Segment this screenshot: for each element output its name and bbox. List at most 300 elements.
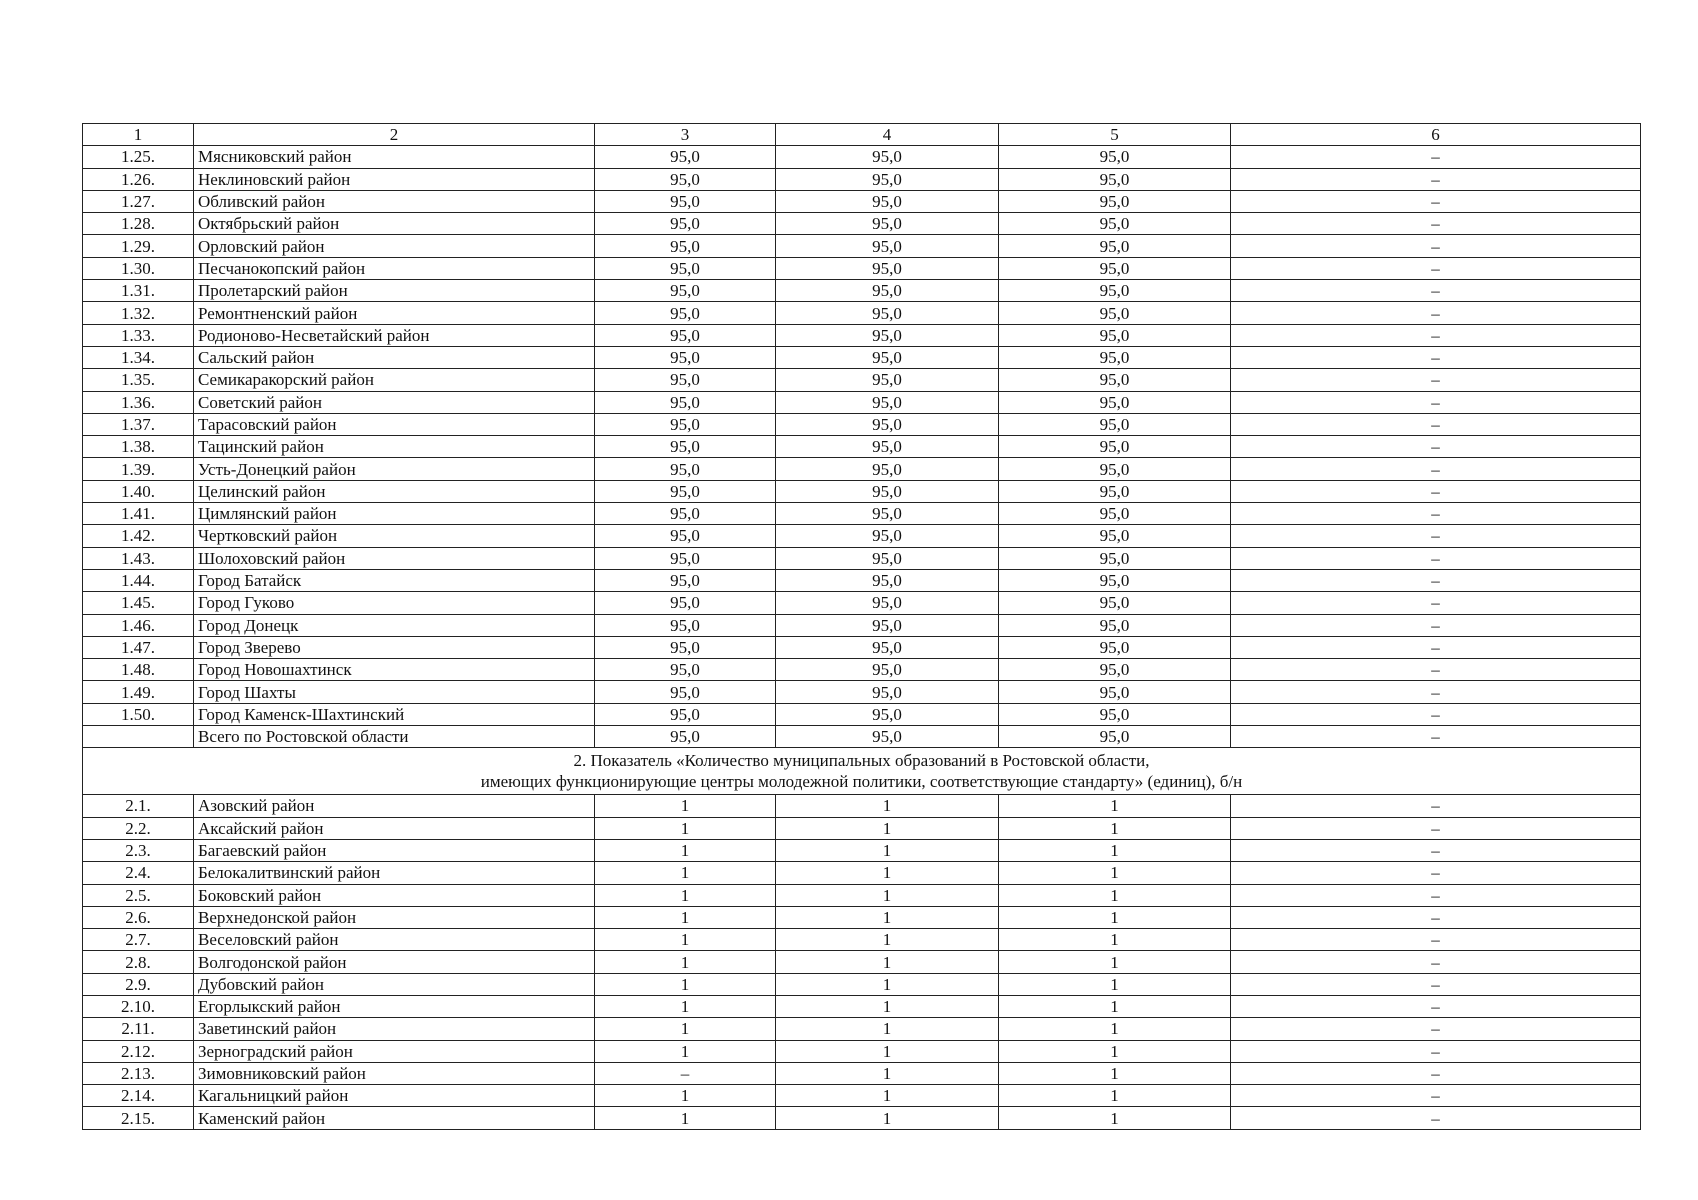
row-name-cell: Шолоховский район — [194, 547, 595, 569]
row-number-cell — [83, 726, 194, 748]
col3-value-cell: 95,0 — [595, 480, 776, 502]
col5-value-cell: 95,0 — [999, 235, 1231, 257]
col6-value-cell: – — [1231, 1085, 1641, 1107]
row-name-cell: Город Донецк — [194, 614, 595, 636]
col5-value-cell: 1 — [999, 884, 1231, 906]
column-number-cell: 5 — [999, 124, 1231, 146]
col5-value-cell: 95,0 — [999, 726, 1231, 748]
row-name-cell: Ремонтненский район — [194, 302, 595, 324]
table-row — [83, 302, 1641, 324]
row-number-cell: 1.28. — [83, 213, 194, 235]
table-row — [83, 1018, 1641, 1040]
column-number-cell: 6 — [1231, 124, 1641, 146]
row-number-cell: 1.45. — [83, 592, 194, 614]
col6-value-cell: – — [1231, 569, 1641, 591]
col3-value-cell: 1 — [595, 884, 776, 906]
col3-value-cell: 95,0 — [595, 525, 776, 547]
row-name-cell: Верхнедонской район — [194, 906, 595, 928]
col6-value-cell: – — [1231, 817, 1641, 839]
col6-value-cell: – — [1231, 681, 1641, 703]
col5-value-cell: 1 — [999, 951, 1231, 973]
row-name-cell: Неклиновский район — [194, 168, 595, 190]
col4-value-cell: 95,0 — [776, 190, 999, 212]
col6-value-cell: – — [1231, 995, 1641, 1017]
table-row — [83, 929, 1641, 951]
table-row — [83, 324, 1641, 346]
col3-value-cell: 95,0 — [595, 257, 776, 279]
col6-value-cell: – — [1231, 1018, 1641, 1040]
table-row — [83, 839, 1641, 861]
row-name-cell: Усть-Донецкий район — [194, 458, 595, 480]
col4-value-cell: 95,0 — [776, 681, 999, 703]
col5-value-cell: 1 — [999, 795, 1231, 817]
col4-value-cell: 95,0 — [776, 480, 999, 502]
col3-value-cell: 95,0 — [595, 146, 776, 168]
col5-value-cell: 95,0 — [999, 436, 1231, 458]
table-row — [83, 951, 1641, 973]
row-name-cell: Советский район — [194, 391, 595, 413]
col5-value-cell: 1 — [999, 929, 1231, 951]
row-name-cell: Зерноградский район — [194, 1040, 595, 1062]
column-number-cell: 3 — [595, 124, 776, 146]
col3-value-cell: 1 — [595, 951, 776, 973]
row-number-cell: 1.47. — [83, 636, 194, 658]
col5-value-cell: 1 — [999, 1107, 1231, 1129]
row-name-cell: Родионово-Несветайский район — [194, 324, 595, 346]
col6-value-cell: – — [1231, 839, 1641, 861]
col5-value-cell: 1 — [999, 1062, 1231, 1084]
row-name-cell: Тарасовский район — [194, 413, 595, 435]
col5-value-cell: 1 — [999, 1018, 1231, 1040]
col5-value-cell: 95,0 — [999, 569, 1231, 591]
col5-value-cell: 95,0 — [999, 592, 1231, 614]
col5-value-cell: 95,0 — [999, 703, 1231, 725]
col6-value-cell: – — [1231, 391, 1641, 413]
table-row — [83, 862, 1641, 884]
row-number-cell: 1.48. — [83, 659, 194, 681]
row-number-cell: 2.14. — [83, 1085, 194, 1107]
table-row — [83, 190, 1641, 212]
column-number-row — [83, 124, 1641, 146]
col3-value-cell: 95,0 — [595, 659, 776, 681]
table-row — [83, 614, 1641, 636]
col5-value-cell: 95,0 — [999, 280, 1231, 302]
row-name-cell: Каменский район — [194, 1107, 595, 1129]
row-number-cell: 1.40. — [83, 480, 194, 502]
col3-value-cell: 95,0 — [595, 547, 776, 569]
col4-value-cell: 1 — [776, 951, 999, 973]
col5-value-cell: 95,0 — [999, 257, 1231, 279]
row-name-cell: Пролетарский район — [194, 280, 595, 302]
row-number-cell: 2.1. — [83, 795, 194, 817]
col6-value-cell: – — [1231, 1107, 1641, 1129]
col4-value-cell: 1 — [776, 929, 999, 951]
col6-value-cell: – — [1231, 369, 1641, 391]
col6-value-cell: – — [1231, 213, 1641, 235]
col5-value-cell: 95,0 — [999, 302, 1231, 324]
col5-value-cell: 95,0 — [999, 614, 1231, 636]
row-number-cell: 1.31. — [83, 280, 194, 302]
row-number-cell: 2.7. — [83, 929, 194, 951]
row-name-cell: Багаевский район — [194, 839, 595, 861]
col5-value-cell: 95,0 — [999, 346, 1231, 368]
row-number-cell: 2.2. — [83, 817, 194, 839]
col5-value-cell: 95,0 — [999, 213, 1231, 235]
col3-value-cell: 1 — [595, 1107, 776, 1129]
row-number-cell: 2.5. — [83, 884, 194, 906]
col6-value-cell: – — [1231, 951, 1641, 973]
col5-value-cell: 1 — [999, 973, 1231, 995]
col3-value-cell: 1 — [595, 839, 776, 861]
col6-value-cell: – — [1231, 324, 1641, 346]
col5-value-cell: 95,0 — [999, 636, 1231, 658]
column-number-cell: 2 — [194, 124, 595, 146]
row-name-cell: Город Зверево — [194, 636, 595, 658]
col6-value-cell: – — [1231, 1062, 1641, 1084]
row-number-cell: 1.37. — [83, 413, 194, 435]
table-row — [83, 906, 1641, 928]
table-row — [83, 413, 1641, 435]
col6-value-cell: – — [1231, 614, 1641, 636]
row-name-cell: Октябрьский район — [194, 213, 595, 235]
row-name-cell: Азовский район — [194, 795, 595, 817]
col5-value-cell: 95,0 — [999, 168, 1231, 190]
col4-value-cell: 95,0 — [776, 547, 999, 569]
row-name-cell: Песчанокопский район — [194, 257, 595, 279]
col6-value-cell: – — [1231, 547, 1641, 569]
col5-value-cell: 95,0 — [999, 369, 1231, 391]
data-table — [82, 123, 1641, 1130]
table-row — [83, 346, 1641, 368]
col3-value-cell: 95,0 — [595, 436, 776, 458]
col3-value-cell: 1 — [595, 862, 776, 884]
row-number-cell: 1.35. — [83, 369, 194, 391]
col3-value-cell: – — [595, 1062, 776, 1084]
table-row — [83, 436, 1641, 458]
col5-value-cell: 1 — [999, 839, 1231, 861]
row-name-cell: Егорлыкский район — [194, 995, 595, 1017]
row-number-cell: 1.27. — [83, 190, 194, 212]
row-name-cell: Зимовниковский район — [194, 1062, 595, 1084]
col4-value-cell: 95,0 — [776, 458, 999, 480]
col6-value-cell: – — [1231, 168, 1641, 190]
table-row — [83, 1085, 1641, 1107]
table-row — [83, 1062, 1641, 1084]
table-row — [83, 257, 1641, 279]
col4-value-cell: 1 — [776, 862, 999, 884]
col3-value-cell: 95,0 — [595, 703, 776, 725]
col4-value-cell: 95,0 — [776, 235, 999, 257]
row-name-cell: Всего по Ростовской области — [194, 726, 595, 748]
col3-value-cell: 1 — [595, 1018, 776, 1040]
row-name-cell: Орловский район — [194, 235, 595, 257]
row-name-cell: Волгодонской район — [194, 951, 595, 973]
col3-value-cell: 95,0 — [595, 413, 776, 435]
col5-value-cell: 1 — [999, 1040, 1231, 1062]
col6-value-cell: – — [1231, 884, 1641, 906]
col4-value-cell: 1 — [776, 795, 999, 817]
col3-value-cell: 1 — [595, 973, 776, 995]
col4-value-cell: 1 — [776, 1040, 999, 1062]
table-row — [83, 726, 1641, 748]
col4-value-cell: 95,0 — [776, 324, 999, 346]
col4-value-cell: 95,0 — [776, 257, 999, 279]
table-row — [83, 547, 1641, 569]
table-row — [83, 884, 1641, 906]
col3-value-cell: 1 — [595, 817, 776, 839]
row-number-cell: 2.11. — [83, 1018, 194, 1040]
col6-value-cell: – — [1231, 1040, 1641, 1062]
col3-value-cell: 95,0 — [595, 391, 776, 413]
row-number-cell: 2.9. — [83, 973, 194, 995]
col6-value-cell: – — [1231, 436, 1641, 458]
col4-value-cell: 95,0 — [776, 569, 999, 591]
col6-value-cell: – — [1231, 906, 1641, 928]
col5-value-cell: 95,0 — [999, 681, 1231, 703]
col4-value-cell: 95,0 — [776, 168, 999, 190]
col5-value-cell: 1 — [999, 995, 1231, 1017]
row-number-cell: 1.30. — [83, 257, 194, 279]
col5-value-cell: 95,0 — [999, 503, 1231, 525]
row-name-cell: Город Каменск-Шахтинский — [194, 703, 595, 725]
row-name-cell: Семикаракорский район — [194, 369, 595, 391]
row-name-cell: Веселовский район — [194, 929, 595, 951]
col3-value-cell: 95,0 — [595, 235, 776, 257]
row-number-cell: 1.46. — [83, 614, 194, 636]
col6-value-cell: – — [1231, 862, 1641, 884]
row-number-cell: 1.43. — [83, 547, 194, 569]
col3-value-cell: 95,0 — [595, 369, 776, 391]
table-row — [83, 795, 1641, 817]
table-row — [83, 369, 1641, 391]
col4-value-cell: 95,0 — [776, 436, 999, 458]
row-number-cell: 1.36. — [83, 391, 194, 413]
table-row — [83, 235, 1641, 257]
table-row — [83, 995, 1641, 1017]
table-row — [83, 1040, 1641, 1062]
col4-value-cell: 95,0 — [776, 592, 999, 614]
col5-value-cell: 95,0 — [999, 480, 1231, 502]
col5-value-cell: 95,0 — [999, 413, 1231, 435]
col6-value-cell: – — [1231, 525, 1641, 547]
col6-value-cell: – — [1231, 190, 1641, 212]
col6-value-cell: – — [1231, 636, 1641, 658]
col4-value-cell: 1 — [776, 1062, 999, 1084]
col6-value-cell: – — [1231, 257, 1641, 279]
col4-value-cell: 1 — [776, 995, 999, 1017]
col4-value-cell: 1 — [776, 1107, 999, 1129]
row-name-cell: Цимлянский район — [194, 503, 595, 525]
col4-value-cell: 95,0 — [776, 614, 999, 636]
row-number-cell: 2.8. — [83, 951, 194, 973]
col4-value-cell: 95,0 — [776, 146, 999, 168]
table-row — [83, 280, 1641, 302]
col3-value-cell: 95,0 — [595, 503, 776, 525]
row-name-cell: Дубовский район — [194, 973, 595, 995]
col5-value-cell: 95,0 — [999, 525, 1231, 547]
col3-value-cell: 95,0 — [595, 280, 776, 302]
col3-value-cell: 95,0 — [595, 346, 776, 368]
row-number-cell: 1.49. — [83, 681, 194, 703]
section-heading-row — [83, 748, 1641, 795]
row-number-cell: 1.26. — [83, 168, 194, 190]
col5-value-cell: 95,0 — [999, 190, 1231, 212]
col3-value-cell: 95,0 — [595, 614, 776, 636]
row-name-cell: Обливский район — [194, 190, 595, 212]
row-number-cell: 2.15. — [83, 1107, 194, 1129]
row-number-cell: 1.44. — [83, 569, 194, 591]
col5-value-cell: 1 — [999, 1085, 1231, 1107]
col6-value-cell: – — [1231, 346, 1641, 368]
col4-value-cell: 1 — [776, 1018, 999, 1040]
row-name-cell: Город Новошахтинск — [194, 659, 595, 681]
row-number-cell: 2.4. — [83, 862, 194, 884]
col3-value-cell: 95,0 — [595, 726, 776, 748]
section-heading — [83, 748, 1641, 795]
row-name-cell: Город Батайск — [194, 569, 595, 591]
col5-value-cell: 1 — [999, 862, 1231, 884]
col3-value-cell: 1 — [595, 1085, 776, 1107]
col5-value-cell: 1 — [999, 817, 1231, 839]
row-number-cell: 2.6. — [83, 906, 194, 928]
col6-value-cell: – — [1231, 503, 1641, 525]
column-number-cell: 1 — [83, 124, 194, 146]
row-name-cell: Белокалитвинский район — [194, 862, 595, 884]
row-number-cell: 1.38. — [83, 436, 194, 458]
col4-value-cell: 95,0 — [776, 413, 999, 435]
col3-value-cell: 1 — [595, 795, 776, 817]
col4-value-cell: 95,0 — [776, 703, 999, 725]
table-row — [83, 391, 1641, 413]
col6-value-cell: – — [1231, 929, 1641, 951]
col6-value-cell: – — [1231, 280, 1641, 302]
col6-value-cell: – — [1231, 458, 1641, 480]
col6-value-cell: – — [1231, 703, 1641, 725]
col4-value-cell: 1 — [776, 973, 999, 995]
col3-value-cell: 95,0 — [595, 569, 776, 591]
col6-value-cell: – — [1231, 302, 1641, 324]
col4-value-cell: 1 — [776, 906, 999, 928]
col4-value-cell: 95,0 — [776, 726, 999, 748]
table-row — [83, 458, 1641, 480]
col3-value-cell: 1 — [595, 1040, 776, 1062]
row-number-cell: 1.42. — [83, 525, 194, 547]
row-name-cell: Чертковский район — [194, 525, 595, 547]
section-heading-line: имеющих функционирующие центры молодежной политики, соответствующие стандарту» (единиц), б/н — [480, 772, 1243, 792]
col6-value-cell: – — [1231, 659, 1641, 681]
col4-value-cell: 1 — [776, 839, 999, 861]
col5-value-cell: 95,0 — [999, 146, 1231, 168]
col4-value-cell: 95,0 — [776, 213, 999, 235]
col4-value-cell: 1 — [776, 817, 999, 839]
col3-value-cell: 95,0 — [595, 302, 776, 324]
col3-value-cell: 1 — [595, 906, 776, 928]
table-row — [83, 480, 1641, 502]
row-number-cell: 1.41. — [83, 503, 194, 525]
row-number-cell: 1.39. — [83, 458, 194, 480]
col3-value-cell: 95,0 — [595, 458, 776, 480]
table-row — [83, 213, 1641, 235]
col4-value-cell: 95,0 — [776, 280, 999, 302]
row-name-cell: Боковский район — [194, 884, 595, 906]
table-row — [83, 681, 1641, 703]
row-name-cell: Заветинский район — [194, 1018, 595, 1040]
col6-value-cell: – — [1231, 592, 1641, 614]
table-row — [83, 659, 1641, 681]
row-number-cell: 1.33. — [83, 324, 194, 346]
section-heading-line: 2. Показатель «Количество муниципальных образований в Ростовской области, — [573, 751, 1150, 771]
col4-value-cell: 95,0 — [776, 346, 999, 368]
table-row — [83, 503, 1641, 525]
col5-value-cell: 95,0 — [999, 547, 1231, 569]
col4-value-cell: 95,0 — [776, 503, 999, 525]
table-row — [83, 817, 1641, 839]
col4-value-cell: 95,0 — [776, 302, 999, 324]
row-name-cell: Аксайский район — [194, 817, 595, 839]
col5-value-cell: 95,0 — [999, 391, 1231, 413]
row-name-cell: Тацинский район — [194, 436, 595, 458]
row-name-cell: Мясниковский район — [194, 146, 595, 168]
col3-value-cell: 1 — [595, 995, 776, 1017]
col4-value-cell: 95,0 — [776, 369, 999, 391]
col4-value-cell: 1 — [776, 884, 999, 906]
col3-value-cell: 95,0 — [595, 681, 776, 703]
table-row — [83, 569, 1641, 591]
col3-value-cell: 1 — [595, 929, 776, 951]
col4-value-cell: 95,0 — [776, 636, 999, 658]
row-number-cell: 2.13. — [83, 1062, 194, 1084]
table-row — [83, 1107, 1641, 1129]
row-name-cell: Сальский район — [194, 346, 595, 368]
col6-value-cell: – — [1231, 726, 1641, 748]
row-number-cell: 2.3. — [83, 839, 194, 861]
col4-value-cell: 95,0 — [776, 525, 999, 547]
table-row — [83, 592, 1641, 614]
col3-value-cell: 95,0 — [595, 168, 776, 190]
col5-value-cell: 95,0 — [999, 458, 1231, 480]
col6-value-cell: – — [1231, 146, 1641, 168]
row-number-cell: 1.29. — [83, 235, 194, 257]
table-row — [83, 168, 1641, 190]
col5-value-cell: 1 — [999, 906, 1231, 928]
col5-value-cell: 95,0 — [999, 659, 1231, 681]
col3-value-cell: 95,0 — [595, 190, 776, 212]
row-name-cell: Город Шахты — [194, 681, 595, 703]
table-row — [83, 525, 1641, 547]
col4-value-cell: 1 — [776, 1085, 999, 1107]
row-name-cell: Целинский район — [194, 480, 595, 502]
col3-value-cell: 95,0 — [595, 213, 776, 235]
table-row — [83, 703, 1641, 725]
col3-value-cell: 95,0 — [595, 592, 776, 614]
col6-value-cell: – — [1231, 413, 1641, 435]
row-name-cell: Кагальницкий район — [194, 1085, 595, 1107]
table-row — [83, 636, 1641, 658]
row-number-cell: 1.50. — [83, 703, 194, 725]
row-number-cell: 1.32. — [83, 302, 194, 324]
col6-value-cell: – — [1231, 480, 1641, 502]
col4-value-cell: 95,0 — [776, 659, 999, 681]
col3-value-cell: 95,0 — [595, 636, 776, 658]
row-number-cell: 2.12. — [83, 1040, 194, 1062]
row-number-cell: 1.34. — [83, 346, 194, 368]
col4-value-cell: 95,0 — [776, 391, 999, 413]
col6-value-cell: – — [1231, 973, 1641, 995]
table-row — [83, 973, 1641, 995]
table-row — [83, 146, 1641, 168]
col6-value-cell: – — [1231, 235, 1641, 257]
col6-value-cell: – — [1231, 795, 1641, 817]
